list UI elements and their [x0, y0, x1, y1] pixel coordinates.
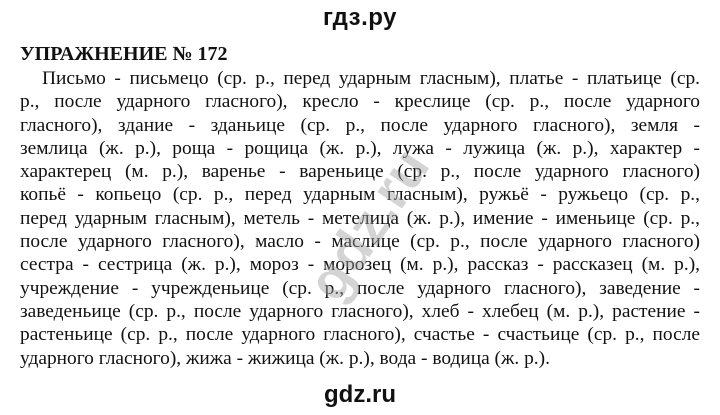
- text-line: после ударного гласного), масло - маслице (ср. р., после ударного гласного): [20, 231, 700, 253]
- text-line: ударного гласного), жижа - жижица (ж. р.), вода - водица (ж. р.).: [20, 347, 550, 369]
- text-line: перед ударным гласным), метель - метелица (ж. р.), имение - именьице (ср. р.,: [20, 207, 700, 229]
- site-header-logo: гдз.ру: [323, 4, 397, 31]
- watermark: gdz.ru: [294, 136, 442, 312]
- text-line: учреждение - учрежденьице (ср. р., после ударного гласного), заведение -: [20, 277, 700, 299]
- exercise-title: УПРАЖНЕНИЕ № 172: [20, 43, 228, 65]
- text-line: землица (ж. р.), роща - рощица (ж. р.), лужа - лужица (ж. р.), характер -: [20, 137, 700, 159]
- text-line: характерец (м. р.), варенье - вареньице (ср. р., после ударного гласного): [20, 161, 700, 183]
- text-line: Письмо - письмецо (ср. р., перед ударным гласным), платье - платьице (ср.: [42, 68, 700, 89]
- text-line: сестра - сестрица (ж. р.), мороз - морозец (м. р.), рассказ - рассказец (м. р.),: [20, 254, 700, 276]
- text-line: гласного), здание - зданьице (ср. р., после ударного гласного), земля -: [20, 114, 700, 136]
- text-line: заведеньице (ср. р., после ударного гласного), хлеб - хлебец (м. р.), растение -: [20, 300, 700, 322]
- exercise-body: [20, 67, 700, 370]
- text-line: р., после ударного гласного), кресло - креслице (ср. р., после ударного: [20, 91, 700, 113]
- text-line: копьё - копьецо (ср. р., перед ударным гласным), ружьё - ружьецо (ср. р.,: [20, 184, 700, 206]
- text-line: растеньице (ср. р., после ударного гласного), счастье - счастьице (ср. р., после: [20, 324, 700, 346]
- site-footer-logo: gdz.ru: [324, 381, 396, 408]
